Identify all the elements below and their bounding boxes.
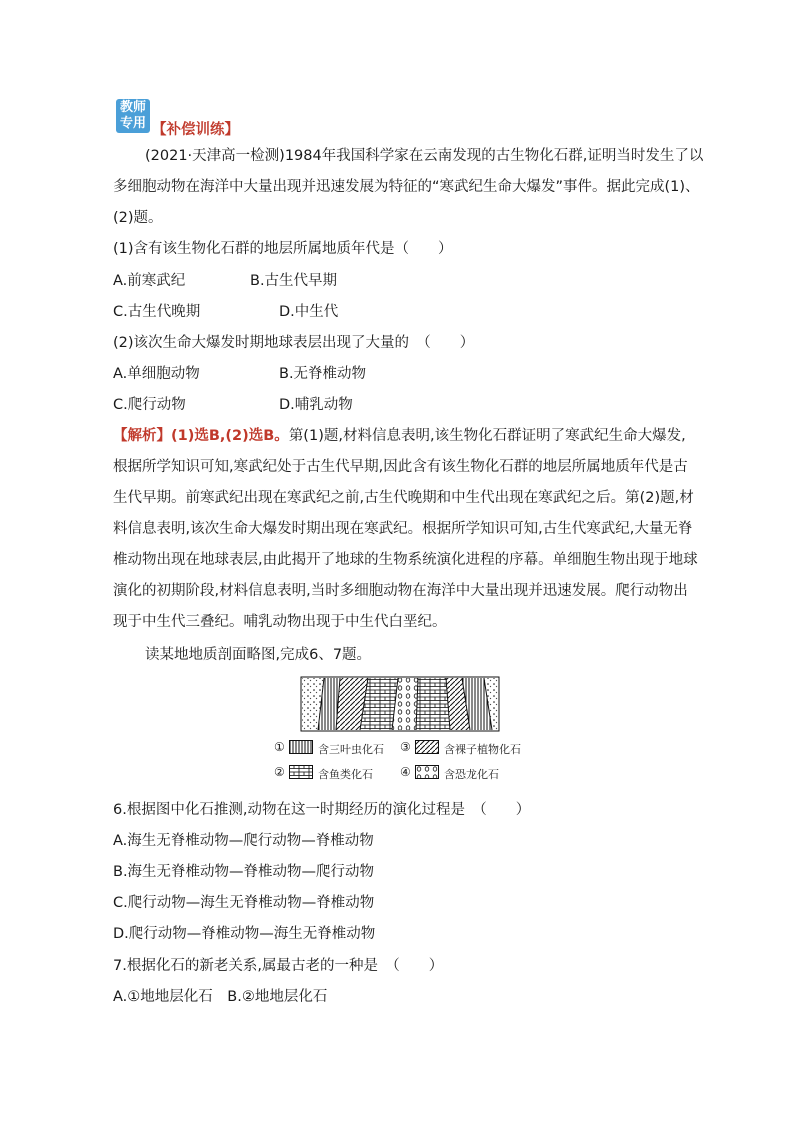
analysis-label: 【解析】 — [113, 428, 171, 444]
q6-option-a: A.海生无脊椎动物—爬行动物—脊椎动物 — [113, 833, 374, 849]
q6-option-c: C.爬行动物—海生无脊椎动物—脊椎动物 — [113, 895, 375, 911]
legend-swatch-gymnosperm — [415, 740, 439, 754]
analysis-line-2: 根据所学知识可知,寒武纪处于古生代早期,因此含有该生物化石群的地层所属地质年代是古 — [113, 459, 688, 475]
teacher-badge — [116, 99, 150, 133]
q2-option-d: D.哺乳动物 — [279, 397, 353, 413]
q7-options: A.①地地层化石 B.②地地层化石 — [113, 989, 328, 1005]
legend-text-1: 含三叶虫化石 — [318, 743, 384, 756]
analysis-line-7: 现于中生代三叠纪。哺乳动物出现于中生代白垩纪。 — [113, 614, 447, 630]
legend-swatch-fish — [289, 765, 313, 779]
intro-line-3: (2)题。 — [113, 210, 163, 226]
legend-swatch-dinosaur — [415, 765, 439, 779]
analysis-answer: (1)选B,(2)选B。 — [171, 428, 289, 444]
q6-option-d: D.爬行动物—脊椎动物—海生无脊椎动物 — [113, 926, 376, 942]
intro-line-1: (2021·天津高一检测)1984年我国科学家在云南发现的古生物化石群,证明当时发生了以 — [145, 148, 704, 164]
q2-option-a: A.单细胞动物 — [113, 366, 200, 382]
stratum-fish-right — [416, 678, 450, 730]
legend-text-4: 含恐龙化石 — [444, 768, 499, 781]
analysis-line-5: 椎动物出现在地球表层,由此揭开了地球的生物系统演化进程的序幕。单细胞生物出现于地球 — [113, 552, 698, 568]
legend-num-1: ① — [274, 740, 285, 754]
intro-line-2: 多细胞动物在海洋中大量出现并迅速发展为特征的“寒武纪生命大爆发”事件。据此完成(1)、 — [113, 179, 700, 195]
q1-option-a: A.前寒武纪 — [113, 273, 186, 289]
q2-stem: (2)该次生命大爆发时期地球表层出现了大量的 （ ） — [113, 335, 475, 351]
analysis-text-1: 第(1)题,材料信息表明,该生物化石群证明了寒武纪生命大爆发, — [288, 428, 686, 444]
q7-stem: 7.根据化石的新老关系,属最古老的一种是 （ ） — [113, 958, 444, 974]
section-title: 【补偿训练】 — [152, 122, 239, 138]
q1-option-c: C.古生代晚期 — [113, 304, 201, 320]
badge-line1: 教师 — [119, 100, 146, 115]
analysis-line-3: 生代早期。前寒武纪出现在寒武纪之前,古生代晚期和中生代出现在寒武纪之后。第(2)题,材 — [113, 490, 694, 506]
q6-option-b: B.海生无脊椎动物—脊椎动物—爬行动物 — [113, 864, 375, 880]
q1-option-d: D.中生代 — [279, 304, 339, 320]
legend-text-3: 含裸子植物化石 — [444, 743, 521, 756]
legend-num-4: ④ — [400, 765, 411, 779]
analysis-line-4: 料信息表明,该次生命大爆发时期出现在寒武纪。根据所学知识可知,古生代寒武纪,大量无脊 — [113, 521, 693, 537]
legend-text-2: 含鱼类化石 — [318, 768, 373, 781]
analysis-line-1 — [113, 426, 686, 446]
legend-swatch-trilobite — [289, 740, 313, 754]
q1-stem: (1)含有该生物化石群的地层所属地质年代是（ ） — [113, 241, 453, 257]
q6-stem: 6.根据图中化石推测,动物在这一时期经历的演化过程是 （ ） — [113, 802, 531, 818]
q1-option-b: B.古生代早期 — [250, 273, 338, 289]
badge-line2: 专用 — [119, 116, 146, 131]
analysis-line-6: 演化的初期阶段,材料信息表明,当时多细胞动物在海洋中大量出现并迅速发展。爬行动物出 — [113, 583, 688, 599]
q2-option-b: B.无脊椎动物 — [279, 366, 367, 382]
legend-num-2: ② — [274, 765, 285, 779]
geologic-section-figure — [300, 676, 500, 732]
legend-num-3: ③ — [400, 740, 411, 754]
q2-option-c: C.爬行动物 — [113, 397, 186, 413]
read-prompt: 读某地地质剖面略图,完成6、7题。 — [145, 647, 372, 663]
